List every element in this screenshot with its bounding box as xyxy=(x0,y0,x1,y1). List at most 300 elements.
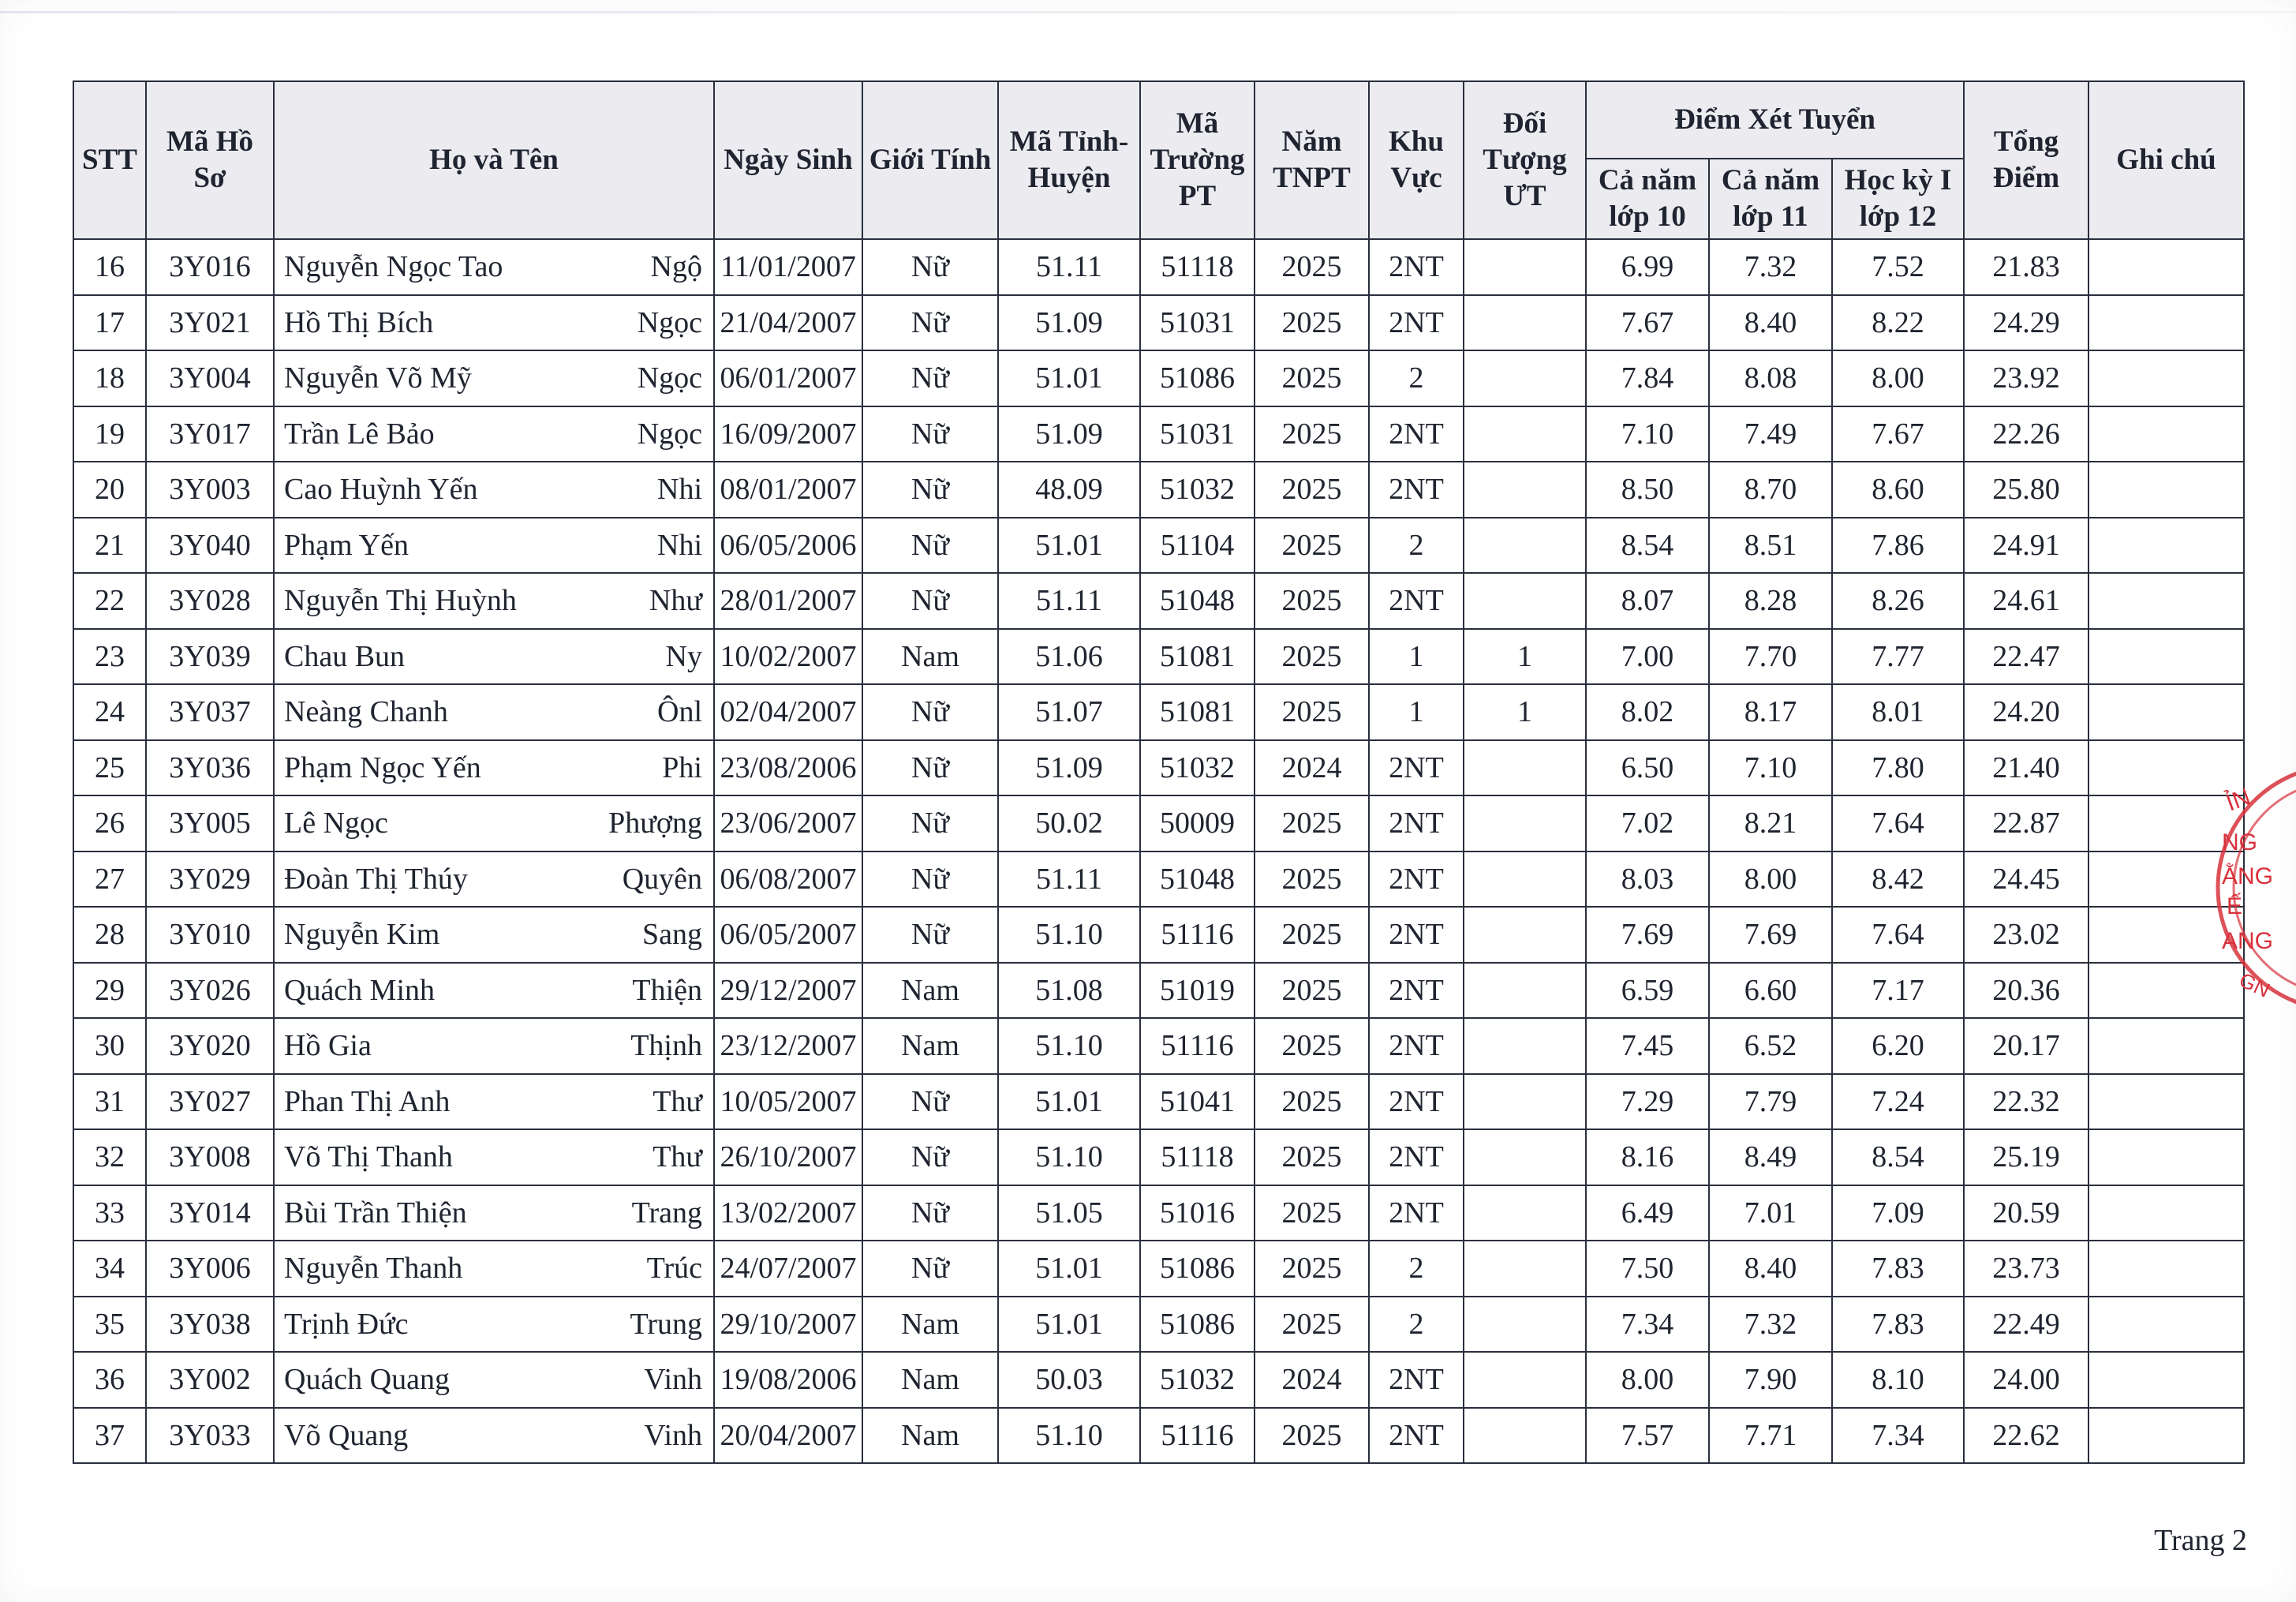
cell-tong-diem: 22.87 xyxy=(1964,795,2088,852)
ten: Như xyxy=(649,584,702,618)
table-row xyxy=(73,740,2244,796)
table-row xyxy=(73,406,2244,462)
name-wrap xyxy=(279,1196,709,1230)
cell-stt: 23 xyxy=(73,629,146,685)
cell-ma-tinh-huyen: 51.09 xyxy=(998,740,1140,796)
cell-doi-tuong xyxy=(1464,1018,1586,1074)
ho-dem: Hồ Thị Bích xyxy=(284,305,434,339)
cell-diem-lop-12: 8.54 xyxy=(1832,1129,1964,1185)
cell-diem-lop-11: 8.21 xyxy=(1709,795,1832,852)
cell-khu-vuc: 2NT xyxy=(1369,852,1464,908)
cell-doi-tuong xyxy=(1464,795,1586,852)
cell-nam-tnpt: 2025 xyxy=(1255,518,1369,574)
ten: Trung xyxy=(630,1307,702,1341)
cell-diem-lop-12: 8.60 xyxy=(1832,462,1964,518)
ten: Trúc xyxy=(646,1252,702,1286)
cell-doi-tuong xyxy=(1464,518,1586,574)
svg-text:GN: GN xyxy=(2235,968,2274,1002)
header-ghi-chu: Ghi chú xyxy=(2088,81,2244,239)
cell-diem-lop-12: 7.64 xyxy=(1832,907,1964,963)
cell-ngay-sinh: 02/04/2007 xyxy=(714,684,862,740)
cell-diem-lop-11: 8.00 xyxy=(1709,852,1832,908)
cell-ma-ho-so: 3Y036 xyxy=(146,740,274,796)
cell-ghi-chu xyxy=(2088,1241,2244,1297)
cell-nam-tnpt: 2024 xyxy=(1255,1352,1369,1408)
cell-diem-lop-10: 7.29 xyxy=(1586,1074,1709,1130)
cell-khu-vuc: 2NT xyxy=(1369,740,1464,796)
cell-stt: 28 xyxy=(73,907,146,963)
ho-dem: Nguyễn Thị Huỳnh xyxy=(284,584,517,618)
cell-ma-tinh-huyen: 51.11 xyxy=(998,239,1140,295)
cell-ho-va-ten xyxy=(274,684,714,740)
svg-text:Ế: Ế xyxy=(2227,893,2243,919)
table-row xyxy=(73,1241,2244,1297)
cell-diem-lop-10: 6.99 xyxy=(1586,239,1709,295)
name-wrap xyxy=(279,472,709,507)
cell-ghi-chu xyxy=(2088,1018,2244,1074)
cell-ma-truong: 51016 xyxy=(1140,1185,1255,1241)
cell-diem-lop-11: 7.90 xyxy=(1709,1352,1832,1408)
cell-diem-lop-11: 8.40 xyxy=(1709,295,1832,351)
cell-ma-ho-so: 3Y003 xyxy=(146,462,274,518)
admission-results-table xyxy=(73,80,2245,1464)
cell-tong-diem: 25.80 xyxy=(1964,462,2088,518)
name-wrap xyxy=(279,1251,709,1286)
cell-khu-vuc: 2NT xyxy=(1369,1352,1464,1408)
table-row xyxy=(73,573,2244,629)
ho-dem: Chau Bun xyxy=(284,639,406,673)
cell-gioi-tinh: Nữ xyxy=(862,406,998,462)
table-row xyxy=(73,963,2244,1019)
cell-ghi-chu xyxy=(2088,1352,2244,1408)
cell-ho-va-ten xyxy=(274,1074,714,1130)
cell-ngay-sinh: 16/09/2007 xyxy=(714,406,862,462)
ten: Thịnh xyxy=(630,1029,702,1063)
header-hoc-ky-lop-12: Học kỳ I lớp 12 xyxy=(1832,159,1964,239)
name-wrap xyxy=(279,806,709,840)
cell-diem-lop-11: 7.01 xyxy=(1709,1185,1832,1241)
cell-ghi-chu xyxy=(2088,1408,2244,1464)
cell-ngay-sinh: 06/05/2006 xyxy=(714,518,862,574)
header-ma-ho-so: Mã Hồ Sơ xyxy=(146,81,274,239)
cell-diem-lop-10: 6.49 xyxy=(1586,1185,1709,1241)
cell-doi-tuong xyxy=(1464,350,1586,406)
cell-gioi-tinh: Nam xyxy=(862,1018,998,1074)
cell-ngay-sinh: 23/12/2007 xyxy=(714,1018,862,1074)
cell-khu-vuc: 2 xyxy=(1369,1297,1464,1353)
header-ho-va-ten: Họ và Tên xyxy=(274,81,714,239)
ten: Thư xyxy=(653,1140,702,1174)
cell-stt: 36 xyxy=(73,1352,146,1408)
name-wrap xyxy=(279,750,709,785)
cell-ho-va-ten xyxy=(274,518,714,574)
cell-gioi-tinh: Nữ xyxy=(862,239,998,295)
cell-diem-lop-11: 8.17 xyxy=(1709,684,1832,740)
cell-doi-tuong xyxy=(1464,1297,1586,1353)
cell-diem-lop-11: 7.69 xyxy=(1709,907,1832,963)
cell-doi-tuong xyxy=(1464,907,1586,963)
cell-ma-truong: 51118 xyxy=(1140,239,1255,295)
cell-ma-tinh-huyen: 51.06 xyxy=(998,629,1140,685)
cell-ma-tinh-huyen: 51.11 xyxy=(998,573,1140,629)
header-diem-xet-tuyen: Điểm Xét Tuyển xyxy=(1586,81,1964,159)
table-row xyxy=(73,350,2244,406)
cell-ma-truong: 51032 xyxy=(1140,1352,1255,1408)
cell-ghi-chu xyxy=(2088,629,2244,685)
cell-ma-tinh-huyen: 51.10 xyxy=(998,1408,1140,1464)
cell-nam-tnpt: 2024 xyxy=(1255,740,1369,796)
cell-ma-tinh-huyen: 51.01 xyxy=(998,1297,1140,1353)
cell-nam-tnpt: 2025 xyxy=(1255,406,1369,462)
cell-diem-lop-11: 7.71 xyxy=(1709,1408,1832,1464)
cell-doi-tuong xyxy=(1464,1074,1586,1130)
cell-ma-tinh-huyen: 51.08 xyxy=(998,963,1140,1019)
ten: Ny xyxy=(665,639,702,673)
cell-diem-lop-11: 6.60 xyxy=(1709,963,1832,1019)
cell-ghi-chu xyxy=(2088,295,2244,351)
ten: Trang xyxy=(631,1196,702,1230)
cell-diem-lop-10: 7.50 xyxy=(1586,1241,1709,1297)
cell-ngay-sinh: 23/08/2006 xyxy=(714,740,862,796)
ten: Ngọc xyxy=(637,361,702,395)
cell-doi-tuong: 1 xyxy=(1464,684,1586,740)
svg-text:ẰNG: ẰNG xyxy=(2222,863,2274,889)
header-stt: STT xyxy=(73,81,146,239)
cell-diem-lop-12: 8.26 xyxy=(1832,573,1964,629)
name-wrap xyxy=(279,417,709,451)
cell-gioi-tinh: Nữ xyxy=(862,573,998,629)
cell-ghi-chu xyxy=(2088,1129,2244,1185)
svg-text:ANG: ANG xyxy=(2222,928,2274,954)
cell-diem-lop-12: 7.77 xyxy=(1832,629,1964,685)
table-row xyxy=(73,295,2244,351)
cell-khu-vuc: 2NT xyxy=(1369,1018,1464,1074)
cell-doi-tuong xyxy=(1464,239,1586,295)
cell-doi-tuong xyxy=(1464,1241,1586,1297)
cell-ngay-sinh: 26/10/2007 xyxy=(714,1129,862,1185)
page-number: Trang 2 xyxy=(2154,1524,2247,1557)
cell-ngay-sinh: 21/04/2007 xyxy=(714,295,862,351)
cell-ghi-chu xyxy=(2088,350,2244,406)
cell-ma-ho-so: 3Y004 xyxy=(146,350,274,406)
cell-gioi-tinh: Nam xyxy=(862,963,998,1019)
cell-diem-lop-11: 7.32 xyxy=(1709,239,1832,295)
cell-ma-ho-so: 3Y006 xyxy=(146,1241,274,1297)
cell-stt: 26 xyxy=(73,795,146,852)
ten: Ngọc xyxy=(637,417,702,451)
ho-dem: Nguyễn Kim xyxy=(284,918,440,952)
cell-diem-lop-11: 8.08 xyxy=(1709,350,1832,406)
table-row xyxy=(73,518,2244,574)
cell-tong-diem: 24.29 xyxy=(1964,295,2088,351)
ho-dem: Đoàn Thị Thúy xyxy=(284,862,468,896)
cell-khu-vuc: 2NT xyxy=(1369,795,1464,852)
cell-gioi-tinh: Nữ xyxy=(862,740,998,796)
cell-stt: 32 xyxy=(73,1129,146,1185)
cell-doi-tuong xyxy=(1464,573,1586,629)
cell-ma-ho-so: 3Y033 xyxy=(146,1408,274,1464)
cell-khu-vuc: 2NT xyxy=(1369,462,1464,518)
cell-diem-lop-11: 7.70 xyxy=(1709,629,1832,685)
name-wrap xyxy=(279,694,709,729)
ten: Ngọc xyxy=(637,305,702,339)
cell-ghi-chu xyxy=(2088,239,2244,295)
cell-diem-lop-12: 7.83 xyxy=(1832,1297,1964,1353)
table-row xyxy=(73,907,2244,963)
cell-khu-vuc: 2NT xyxy=(1369,573,1464,629)
cell-nam-tnpt: 2025 xyxy=(1255,1241,1369,1297)
name-wrap xyxy=(279,361,709,395)
cell-ghi-chu xyxy=(2088,740,2244,796)
cell-stt: 33 xyxy=(73,1185,146,1241)
cell-ho-va-ten xyxy=(274,740,714,796)
header-row-top xyxy=(73,81,2244,159)
cell-diem-lop-10: 6.59 xyxy=(1586,963,1709,1019)
name-wrap xyxy=(279,305,709,340)
cell-diem-lop-10: 7.34 xyxy=(1586,1297,1709,1353)
cell-ma-ho-so: 3Y002 xyxy=(146,1352,274,1408)
cell-ghi-chu xyxy=(2088,684,2244,740)
ho-dem: Phạm Yến xyxy=(284,528,409,562)
cell-gioi-tinh: Nữ xyxy=(862,795,998,852)
cell-ma-ho-so: 3Y017 xyxy=(146,406,274,462)
cell-ma-tinh-huyen: 51.01 xyxy=(998,518,1140,574)
cell-ghi-chu xyxy=(2088,852,2244,908)
cell-doi-tuong xyxy=(1464,462,1586,518)
cell-ghi-chu xyxy=(2088,462,2244,518)
ho-dem: Cao Huỳnh Yến xyxy=(284,473,478,507)
cell-ma-truong: 51116 xyxy=(1140,907,1255,963)
cell-ngay-sinh: 20/04/2007 xyxy=(714,1408,862,1464)
cell-tong-diem: 24.45 xyxy=(1964,852,2088,908)
cell-ngay-sinh: 10/05/2007 xyxy=(714,1074,862,1130)
cell-ma-ho-so: 3Y010 xyxy=(146,907,274,963)
cell-ma-truong: 51086 xyxy=(1140,1241,1255,1297)
cell-ngay-sinh: 24/07/2007 xyxy=(714,1241,862,1297)
cell-ma-tinh-huyen: 50.03 xyxy=(998,1352,1140,1408)
cell-ma-ho-so: 3Y029 xyxy=(146,852,274,908)
name-wrap xyxy=(279,1307,709,1342)
cell-nam-tnpt: 2025 xyxy=(1255,295,1369,351)
name-wrap xyxy=(279,1418,709,1453)
scan-artifact-line xyxy=(0,11,2296,13)
cell-ma-ho-so: 3Y037 xyxy=(146,684,274,740)
cell-ma-tinh-huyen: 51.09 xyxy=(998,406,1140,462)
cell-tong-diem: 22.26 xyxy=(1964,406,2088,462)
table-row xyxy=(73,1018,2244,1074)
cell-diem-lop-10: 7.84 xyxy=(1586,350,1709,406)
header-doi-tuong: Đối Tượng ƯT xyxy=(1464,81,1586,239)
cell-ho-va-ten xyxy=(274,573,714,629)
cell-ho-va-ten xyxy=(274,852,714,908)
cell-gioi-tinh: Nam xyxy=(862,629,998,685)
cell-tong-diem: 21.83 xyxy=(1964,239,2088,295)
cell-ma-ho-so: 3Y026 xyxy=(146,963,274,1019)
cell-khu-vuc: 2NT xyxy=(1369,963,1464,1019)
cell-doi-tuong xyxy=(1464,1408,1586,1464)
cell-ma-ho-so: 3Y008 xyxy=(146,1129,274,1185)
ho-dem: Nguyễn Võ Mỹ xyxy=(284,361,472,395)
cell-ma-ho-so: 3Y039 xyxy=(146,629,274,685)
cell-gioi-tinh: Nữ xyxy=(862,295,998,351)
cell-khu-vuc: 2 xyxy=(1369,518,1464,574)
cell-stt: 16 xyxy=(73,239,146,295)
cell-gioi-tinh: Nữ xyxy=(862,518,998,574)
cell-ma-truong: 51032 xyxy=(1140,462,1255,518)
cell-tong-diem: 22.49 xyxy=(1964,1297,2088,1353)
cell-ma-truong: 51048 xyxy=(1140,573,1255,629)
cell-ho-va-ten xyxy=(274,350,714,406)
cell-tong-diem: 22.47 xyxy=(1964,629,2088,685)
cell-khu-vuc: 2 xyxy=(1369,1241,1464,1297)
cell-diem-lop-12: 7.17 xyxy=(1832,963,1964,1019)
cell-diem-lop-12: 7.34 xyxy=(1832,1408,1964,1464)
cell-gioi-tinh: Nữ xyxy=(862,1129,998,1185)
cell-stt: 27 xyxy=(73,852,146,908)
cell-diem-lop-12: 7.67 xyxy=(1832,406,1964,462)
cell-diem-lop-11: 6.52 xyxy=(1709,1018,1832,1074)
cell-ho-va-ten xyxy=(274,1352,714,1408)
ten: Nhi xyxy=(657,473,702,507)
cell-gioi-tinh: Nam xyxy=(862,1408,998,1464)
name-wrap xyxy=(279,249,709,284)
cell-ma-truong: 51116 xyxy=(1140,1018,1255,1074)
ho-dem: Võ Thị Thanh xyxy=(284,1140,453,1174)
cell-ma-tinh-huyen: 51.01 xyxy=(998,350,1140,406)
cell-khu-vuc: 2NT xyxy=(1369,1408,1464,1464)
cell-nam-tnpt: 2025 xyxy=(1255,684,1369,740)
cell-ma-truong: 51104 xyxy=(1140,518,1255,574)
ho-dem: Bùi Trần Thiện xyxy=(284,1196,467,1230)
cell-diem-lop-12: 7.52 xyxy=(1832,239,1964,295)
cell-tong-diem: 20.59 xyxy=(1964,1185,2088,1241)
header-ca-nam-lop-10: Cả năm lớp 10 xyxy=(1586,159,1709,239)
cell-ngay-sinh: 06/01/2007 xyxy=(714,350,862,406)
cell-ma-truong: 51118 xyxy=(1140,1129,1255,1185)
cell-diem-lop-11: 7.79 xyxy=(1709,1074,1832,1130)
cell-ma-ho-so: 3Y028 xyxy=(146,573,274,629)
ho-dem: Quách Minh xyxy=(284,973,436,1007)
cell-gioi-tinh: Nữ xyxy=(862,907,998,963)
table-body xyxy=(73,239,2244,1463)
name-wrap xyxy=(279,639,709,674)
cell-nam-tnpt: 2025 xyxy=(1255,573,1369,629)
cell-ngay-sinh: 23/06/2007 xyxy=(714,795,862,852)
cell-gioi-tinh: Nam xyxy=(862,1352,998,1408)
cell-stt: 17 xyxy=(73,295,146,351)
cell-tong-diem: 24.00 xyxy=(1964,1352,2088,1408)
ten: Vinh xyxy=(644,1363,702,1397)
cell-nam-tnpt: 2025 xyxy=(1255,1074,1369,1130)
cell-ho-va-ten xyxy=(274,1129,714,1185)
cell-stt: 34 xyxy=(73,1241,146,1297)
cell-doi-tuong xyxy=(1464,740,1586,796)
cell-gioi-tinh: Nữ xyxy=(862,1185,998,1241)
cell-ho-va-ten xyxy=(274,1018,714,1074)
cell-stt: 24 xyxy=(73,684,146,740)
cell-ho-va-ten xyxy=(274,1185,714,1241)
cell-ho-va-ten xyxy=(274,1297,714,1353)
cell-gioi-tinh: Nữ xyxy=(862,852,998,908)
table-header xyxy=(73,81,2244,239)
svg-text:NG: NG xyxy=(2222,829,2257,855)
ten: Ônl xyxy=(657,695,702,729)
ho-dem: Phạm Ngọc Yến xyxy=(284,750,481,784)
cell-ngay-sinh: 13/02/2007 xyxy=(714,1185,862,1241)
cell-khu-vuc: 2 xyxy=(1369,350,1464,406)
ho-dem: Nguyễn Ngọc Tao xyxy=(284,250,503,284)
cell-ma-truong: 51081 xyxy=(1140,684,1255,740)
cell-ma-ho-so: 3Y027 xyxy=(146,1074,274,1130)
cell-ghi-chu xyxy=(2088,406,2244,462)
ho-dem: Hồ Gia xyxy=(284,1029,372,1063)
cell-diem-lop-10: 8.50 xyxy=(1586,462,1709,518)
cell-diem-lop-10: 8.00 xyxy=(1586,1352,1709,1408)
table-row xyxy=(73,462,2244,518)
cell-khu-vuc: 2NT xyxy=(1369,406,1464,462)
cell-diem-lop-10: 7.45 xyxy=(1586,1018,1709,1074)
cell-diem-lop-10: 7.57 xyxy=(1586,1408,1709,1464)
cell-khu-vuc: 2NT xyxy=(1369,907,1464,963)
table-row xyxy=(73,795,2244,852)
table-row xyxy=(73,629,2244,685)
cell-stt: 19 xyxy=(73,406,146,462)
table-row xyxy=(73,1408,2244,1464)
cell-ghi-chu xyxy=(2088,907,2244,963)
table-row xyxy=(73,239,2244,295)
cell-ngay-sinh: 06/08/2007 xyxy=(714,852,862,908)
cell-diem-lop-11: 7.10 xyxy=(1709,740,1832,796)
cell-ho-va-ten xyxy=(274,406,714,462)
cell-diem-lop-12: 7.80 xyxy=(1832,740,1964,796)
cell-ma-tinh-huyen: 48.09 xyxy=(998,462,1140,518)
cell-ma-tinh-huyen: 51.07 xyxy=(998,684,1140,740)
ten: Thư xyxy=(653,1084,702,1118)
cell-khu-vuc: 1 xyxy=(1369,629,1464,685)
cell-ghi-chu xyxy=(2088,1185,2244,1241)
cell-diem-lop-10: 7.69 xyxy=(1586,907,1709,963)
table-row xyxy=(73,1185,2244,1241)
cell-diem-lop-10: 8.02 xyxy=(1586,684,1709,740)
ten: Sang xyxy=(642,918,702,952)
cell-stt: 29 xyxy=(73,963,146,1019)
cell-ma-truong: 50009 xyxy=(1140,795,1255,852)
cell-khu-vuc: 1 xyxy=(1369,684,1464,740)
cell-stt: 22 xyxy=(73,573,146,629)
cell-doi-tuong xyxy=(1464,963,1586,1019)
header-ngay-sinh: Ngày Sinh xyxy=(714,81,862,239)
cell-nam-tnpt: 2025 xyxy=(1255,1185,1369,1241)
cell-ghi-chu xyxy=(2088,518,2244,574)
cell-ngay-sinh: 11/01/2007 xyxy=(714,239,862,295)
cell-diem-lop-10: 8.03 xyxy=(1586,852,1709,908)
cell-gioi-tinh: Nữ xyxy=(862,1074,998,1130)
header-khu-vuc: Khu Vực xyxy=(1369,81,1464,239)
cell-ngay-sinh: 19/08/2006 xyxy=(714,1352,862,1408)
table-row xyxy=(73,1074,2244,1130)
cell-nam-tnpt: 2025 xyxy=(1255,963,1369,1019)
cell-nam-tnpt: 2025 xyxy=(1255,1297,1369,1353)
cell-ma-truong: 51032 xyxy=(1140,740,1255,796)
ho-dem: Neàng Chanh xyxy=(284,695,448,729)
cell-diem-lop-11: 8.51 xyxy=(1709,518,1832,574)
cell-ngay-sinh: 28/01/2007 xyxy=(714,573,862,629)
cell-khu-vuc: 2NT xyxy=(1369,239,1464,295)
cell-tong-diem: 22.62 xyxy=(1964,1408,2088,1464)
ten: Vinh xyxy=(644,1418,702,1452)
name-wrap xyxy=(279,862,709,896)
cell-gioi-tinh: Nữ xyxy=(862,462,998,518)
